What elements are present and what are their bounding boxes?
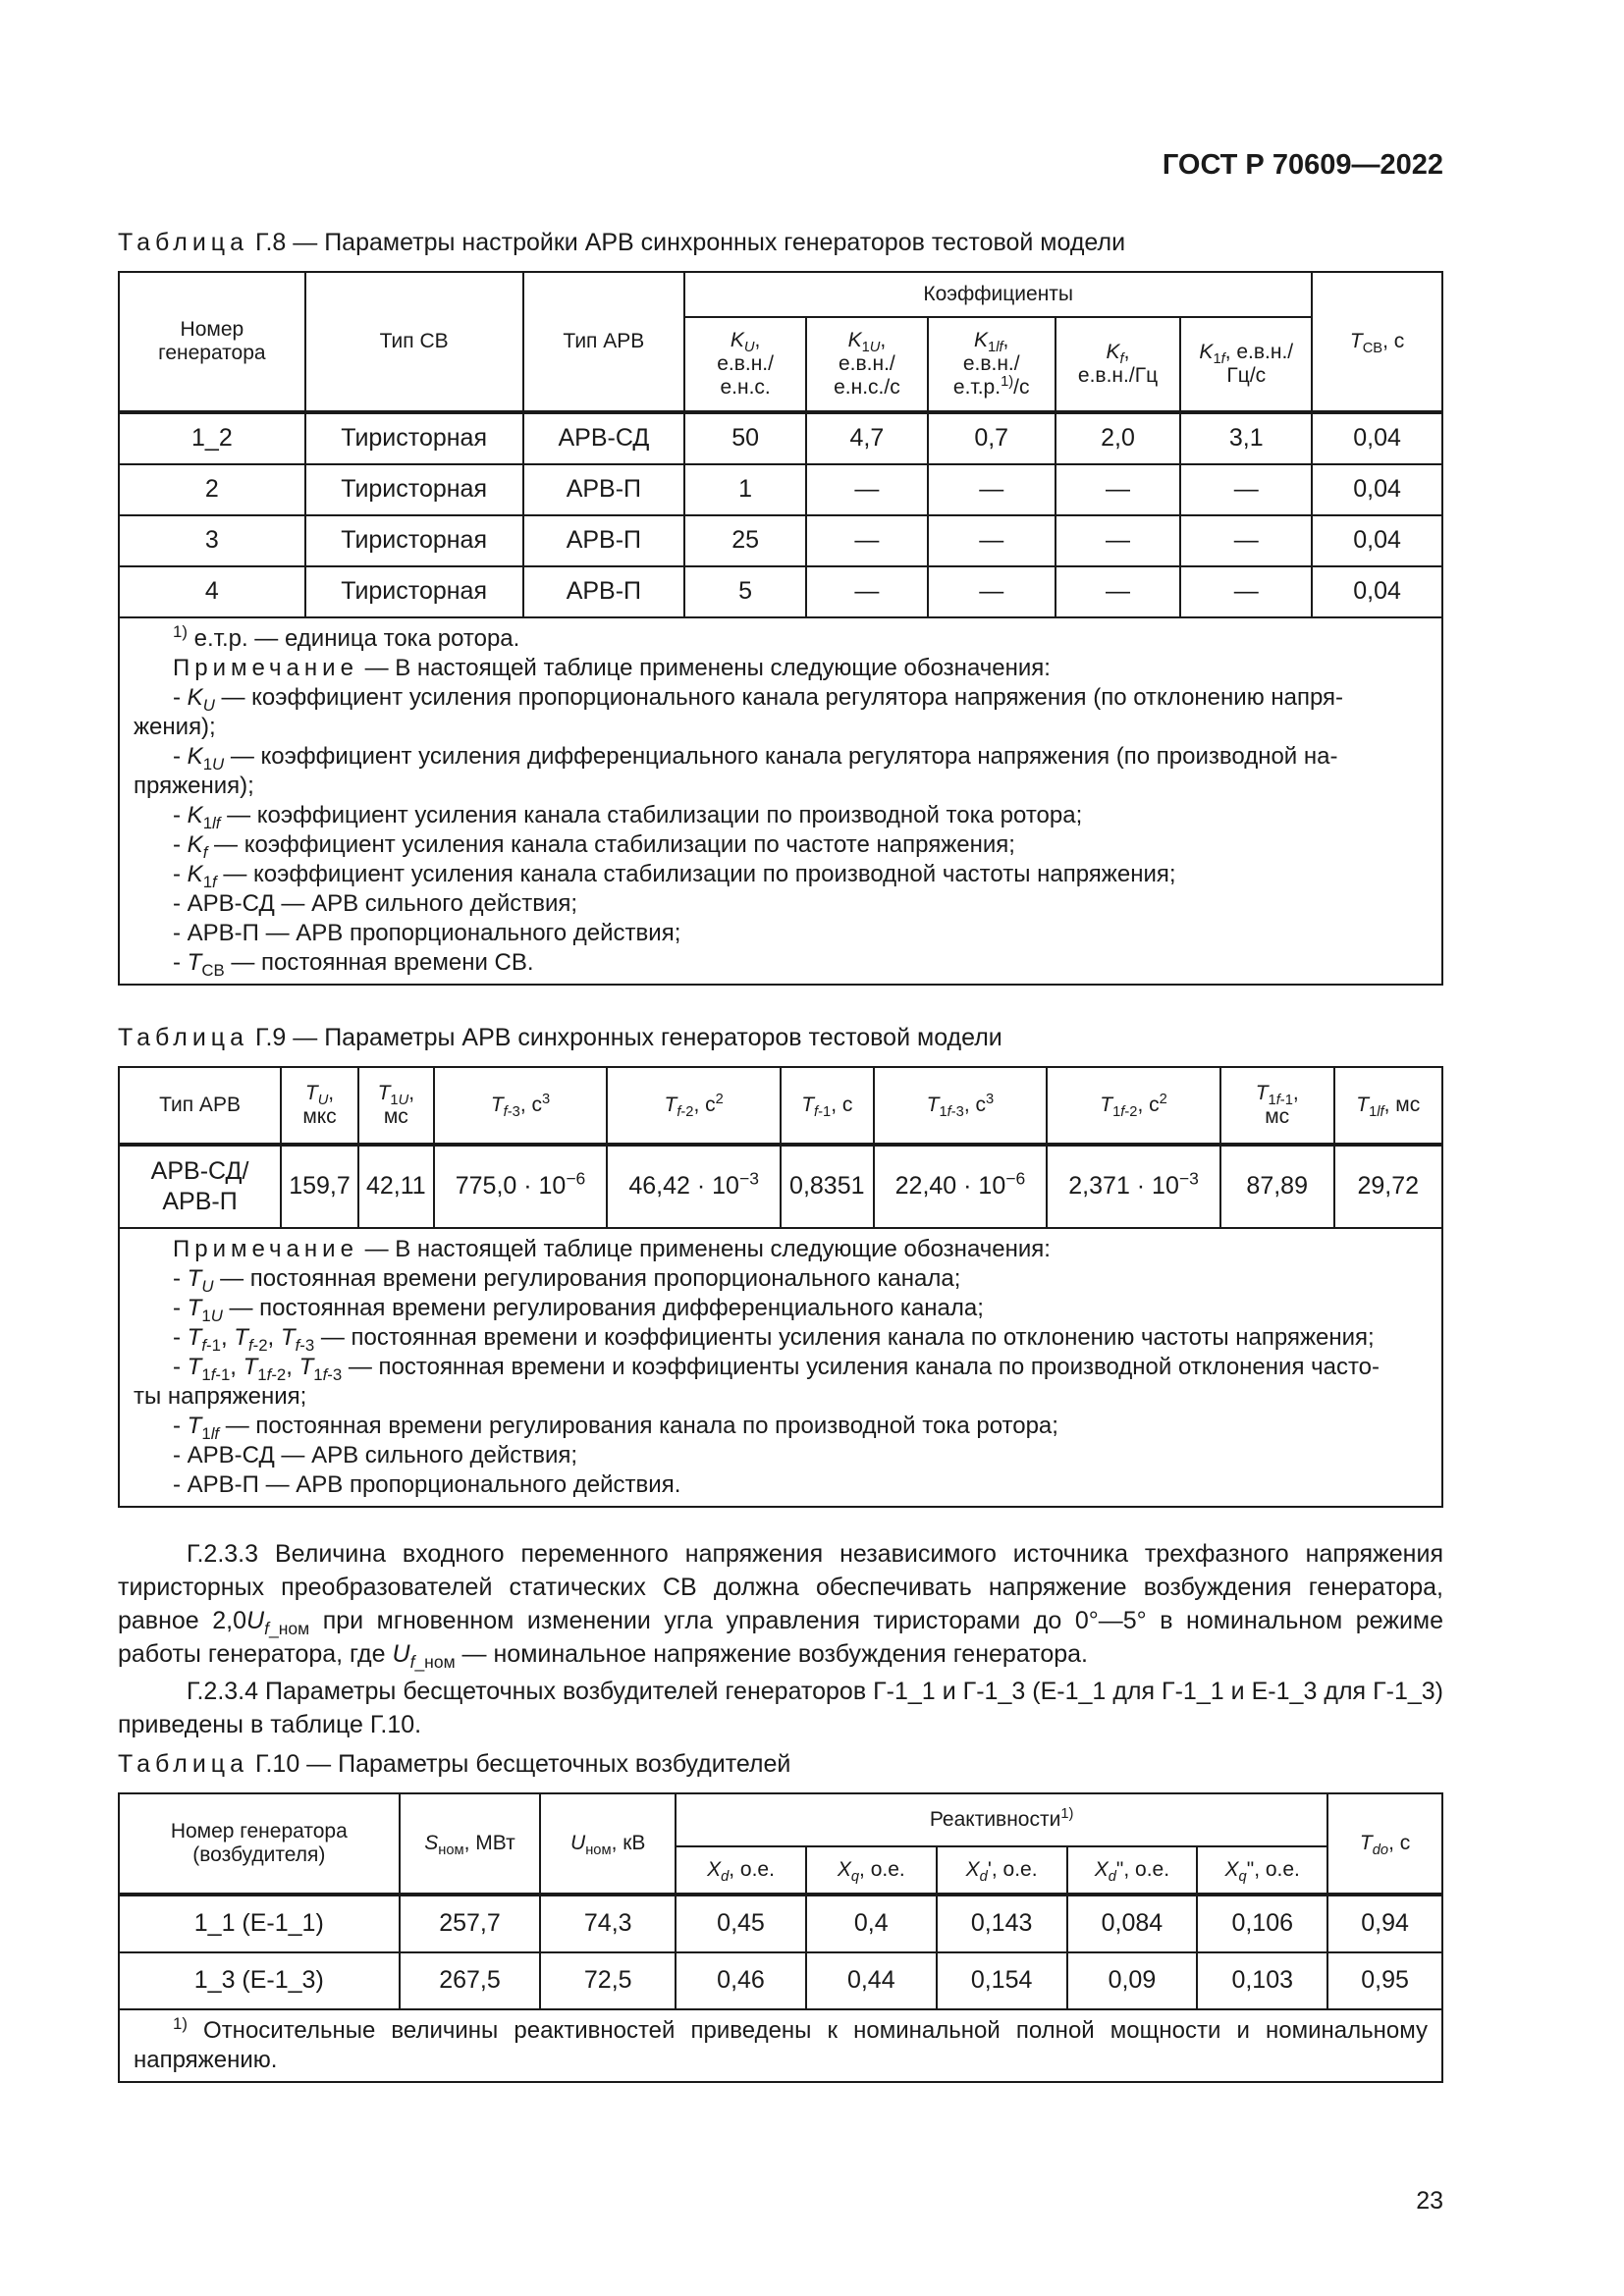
header-sv-type: Тип СВ <box>305 272 523 412</box>
table-row: 1_3 (Е-1_3) 267,5 72,5 0,46 0,44 0,154 0,09 0,103 0,95 <box>119 1952 1442 2009</box>
header-u-nom: $U_{ном}$, кВ <box>540 1793 676 1895</box>
note-item: - $K_f$ — коэффициент усиления канала стабилизации по частоте напряжения; <box>173 831 1015 862</box>
table-row: 2 Тиристорная АРВ-П 1 — — — — 0,04 <box>119 464 1442 515</box>
header-ku: $K_U$, е.в.н./ е.н.с. <box>684 317 806 412</box>
header-tsv: $T_{СВ}$, с <box>1312 272 1442 412</box>
note-item: - $T_{1U}$ — постоянная времени регулирования дифференциального канала; <box>173 1295 984 1325</box>
header-arv-type: Тип АРВ <box>119 1067 281 1145</box>
header-k1lf: $K_{1lf}$, е.в.н./ е.т.р.$^{1)}$/с <box>928 317 1056 412</box>
document-code: ГОСТ Р 70609—2022 <box>1162 149 1443 181</box>
table-g10-caption: Таблица Г.10 — Параметры бесщеточных возбудителей <box>118 1750 791 1778</box>
table-g9-caption: Таблица Г.9 — Параметры АРВ синхронных генераторов тестовой модели <box>118 1024 1002 1051</box>
table-row: 3 Тиристорная АРВ-П 25 — — — — 0,04 <box>119 515 1442 566</box>
footnote: $^{1)}$ е.т.р. — единица тока ротора. <box>173 622 520 652</box>
note-item: - АРВ-СД — АРВ сильного действия; <box>173 1442 578 1468</box>
note-item: - $T_{СВ}$ — постоянная времени СВ. <box>173 949 534 980</box>
note-item: - $T_{1lf}$ — постоянная времени регулирования канала по производной тока ротора; <box>173 1413 1058 1443</box>
table-g10-footnote: $^{1)}$ Относительные величины реактивностей приведены к номинальной полной мощности и номинальному напряжению. <box>119 2009 1442 2082</box>
header-s-nom: $S_{ном}$, МВт <box>400 1793 541 1895</box>
note-item: - АРВ-П — АРВ пропорционального действия; <box>173 920 681 946</box>
header-tu: $T_U$, мкс <box>281 1067 358 1145</box>
header-t1lf: $T_{1lf}$, мс <box>1334 1067 1442 1145</box>
table-row: АРВ-СД/ АРВ-П 159,7 42,11 $775,0 \cdot 10^{-6}$ $46,42 \cdot 10^{-3}$ 0,8351 $22,40 \cdot 10^{-6}$ $2,371 \cdot 10^{-3}$ 87,89 29,72 <box>119 1145 1442 1228</box>
header-generator-number: Номер генератора <box>119 272 305 412</box>
note-item: - $T_{f-1}$, $T_{f-2}$, $T_{f-3}$ — постоянная времени и коэффициенты усиления канала по отклонению частоты напряжения; <box>173 1324 1375 1355</box>
note-item: - $K_{1f}$ — коэффициент усиления канала стабилизации по производной частоты напряжения; <box>173 861 1176 891</box>
table-row: 4 Тиристорная АРВ-П 5 — — — — 0,04 <box>119 566 1442 617</box>
header-generator-exciter: Номер генератора (возбудителя) <box>119 1793 400 1895</box>
header-xd-double-prime: $X_d$", о.е. <box>1067 1846 1198 1895</box>
table-g9 <box>118 1066 1443 1508</box>
paragraph-g234: Г.2.3.4 Параметры бесщеточных возбудителей генераторов Г-1_1 и Г-1_3 (Е-1_1 для Г-1_1 и Е-1_3 для Г-1_3) приведены в таблице Г.10. <box>118 1678 1443 1738</box>
table-row: 1_1 (Е-1_1) 257,7 74,3 0,45 0,4 0,143 0,084 0,106 0,94 <box>119 1895 1442 1952</box>
header-reactances: Реактивности$^{1)}$ <box>676 1793 1327 1846</box>
header-arv-type: Тип АРВ <box>523 272 685 412</box>
header-kf: $K_f$, е.в.н./Гц <box>1056 317 1181 412</box>
page-number: 23 <box>1416 2187 1443 2215</box>
header-xd: $X_d$, о.е. <box>676 1846 806 1895</box>
note-item-cont: пряжения); <box>134 773 254 799</box>
table-g8-notes <box>119 617 1442 985</box>
table-g8-caption: Таблица Г.8 — Параметры настройки АРВ синхронных генераторов тестовой модели <box>118 229 1126 256</box>
note-item-cont: ты напряжения; <box>134 1383 307 1410</box>
paragraph-g233: Г.2.3.3 Величина входного переменного напряжения независимого источника трехфазного напряжения тиристорных преобразователей статических СВ должна обеспечивать напряжение возбуждения генератора, равное $2,0U_{f\_ном}$ при мгновенном изменении угла управления тиристорами до 0°—5° в номинальном режиме работы генератора, где $U_{f\_ном}$ — номинальное напряжение возбуждения генератора. <box>118 1540 1444 1672</box>
note-item: - АРВ-П — АРВ пропорционального действия. <box>173 1471 681 1498</box>
table-row: 1_2 Тиристорная АРВ-СД 50 4,7 0,7 2,0 3,1 0,04 <box>119 412 1442 464</box>
note-item: - $K_U$ — коэффициент усиления пропорционального канала регулятора напряжения (по отклонению напря- <box>173 684 1344 715</box>
header-xq-double-prime: $X_q$", о.е. <box>1197 1846 1327 1895</box>
header-tf2: $T_{f-2}$, $с^2$ <box>607 1067 781 1145</box>
note-item: - $T_{1f-1}$, $T_{1f-2}$, $T_{1f-3}$ — постоянная времени и коэффициенты усиления канала по производной отклонения часто- <box>173 1354 1380 1384</box>
header-tf3: $T_{f-3}$, $с^3$ <box>434 1067 608 1145</box>
header-xq: $X_q$, о.е. <box>806 1846 937 1895</box>
header-t1f1: $T_{1f-1}$, мс <box>1220 1067 1334 1145</box>
note-item: - $K_{1U}$ — коэффициент усиления дифференциального канала регулятора напряжения (по производной на- <box>173 743 1338 774</box>
note-intro: Примечание — В настоящей таблице применены следующие обозначения: <box>173 655 1051 681</box>
header-t1f2: $T_{1f-2}$, $с^2$ <box>1047 1067 1220 1145</box>
header-coefficients: Коэффициенты <box>684 272 1312 317</box>
table-g9-notes <box>119 1228 1442 1507</box>
table-g8 <box>118 271 1443 986</box>
header-k1f: $K_{1f}$, е.в.н./ Гц/с <box>1180 317 1312 412</box>
note-item: - $T_U$ — постоянная времени регулирования пропорционального канала; <box>173 1265 961 1296</box>
header-tf1: $T_{f-1}$, с <box>781 1067 874 1145</box>
table-g10 <box>118 1792 1443 2083</box>
header-t1u: $T_{1U}$, мс <box>358 1067 434 1145</box>
note-item-cont: жения); <box>134 714 216 740</box>
header-t1f3: $T_{1f-3}$, $с^3$ <box>874 1067 1048 1145</box>
note-item: - $K_{1lf}$ — коэффициент усиления канала стабилизации по производной тока ротора; <box>173 802 1083 832</box>
header-xd-prime: $X_d'$, о.е. <box>937 1846 1067 1895</box>
note-item: - АРВ-СД — АРВ сильного действия; <box>173 890 578 917</box>
note-intro: Примечание — В настоящей таблице применены следующие обозначения: <box>173 1236 1051 1262</box>
header-k1u: $K_{1U}$, е.в.н./ е.н.с./с <box>806 317 928 412</box>
header-tdo: $T_{do}$, с <box>1327 1793 1442 1895</box>
